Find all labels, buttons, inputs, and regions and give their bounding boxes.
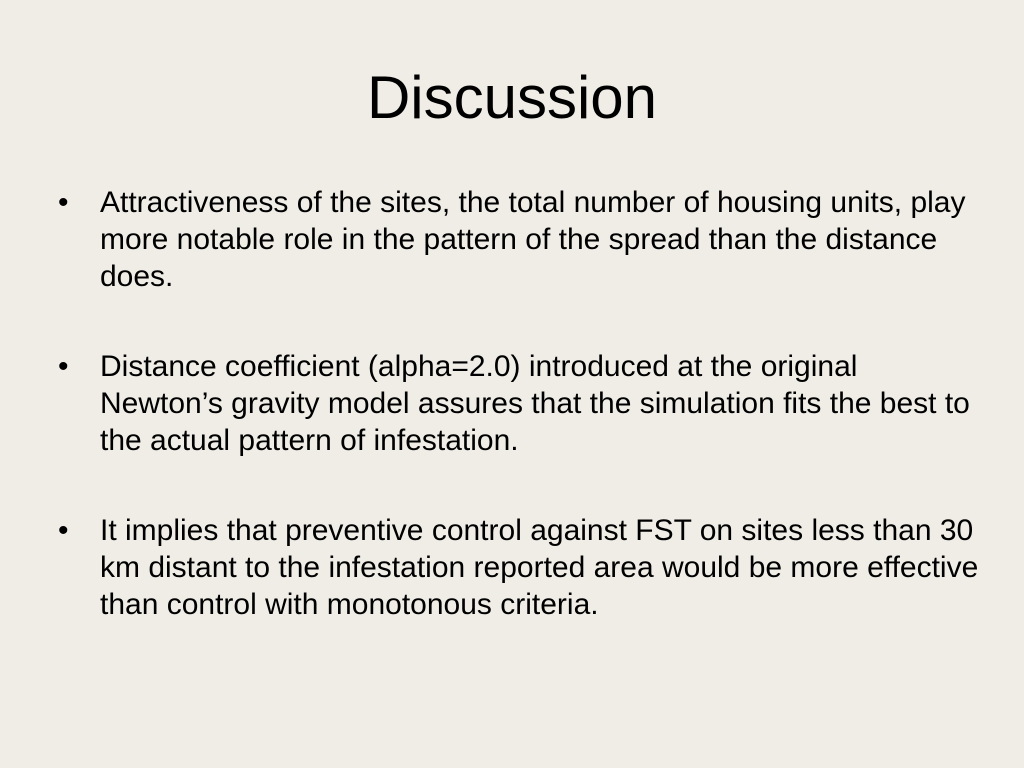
bullet-item-preventive-control (58, 512, 988, 623)
bullet-marker: • (58, 514, 69, 547)
bullet-text: Distance coefficient (alpha=2.0) introduced at the original Newton’s gravity model assures that the simulation fits the best to the actual pattern of infestation. (100, 350, 970, 457)
bullet-text: It implies that preventive control against FST on sites less than 30 km distant to the infestation reported area would be more effective than control with monotonous criteria. (100, 514, 979, 621)
bullet-list (58, 184, 988, 676)
bullet-item-distance-coefficient (58, 348, 988, 459)
slide-title: Discussion (366, 64, 658, 131)
bullet-marker: • (58, 350, 69, 383)
bullet-text: Attractiveness of the sites, the total number of housing units, play more notable role in the pattern of the spread than the distance does. (100, 186, 966, 293)
bullet-marker: • (58, 186, 69, 219)
bullet-item-attractiveness (58, 184, 988, 295)
